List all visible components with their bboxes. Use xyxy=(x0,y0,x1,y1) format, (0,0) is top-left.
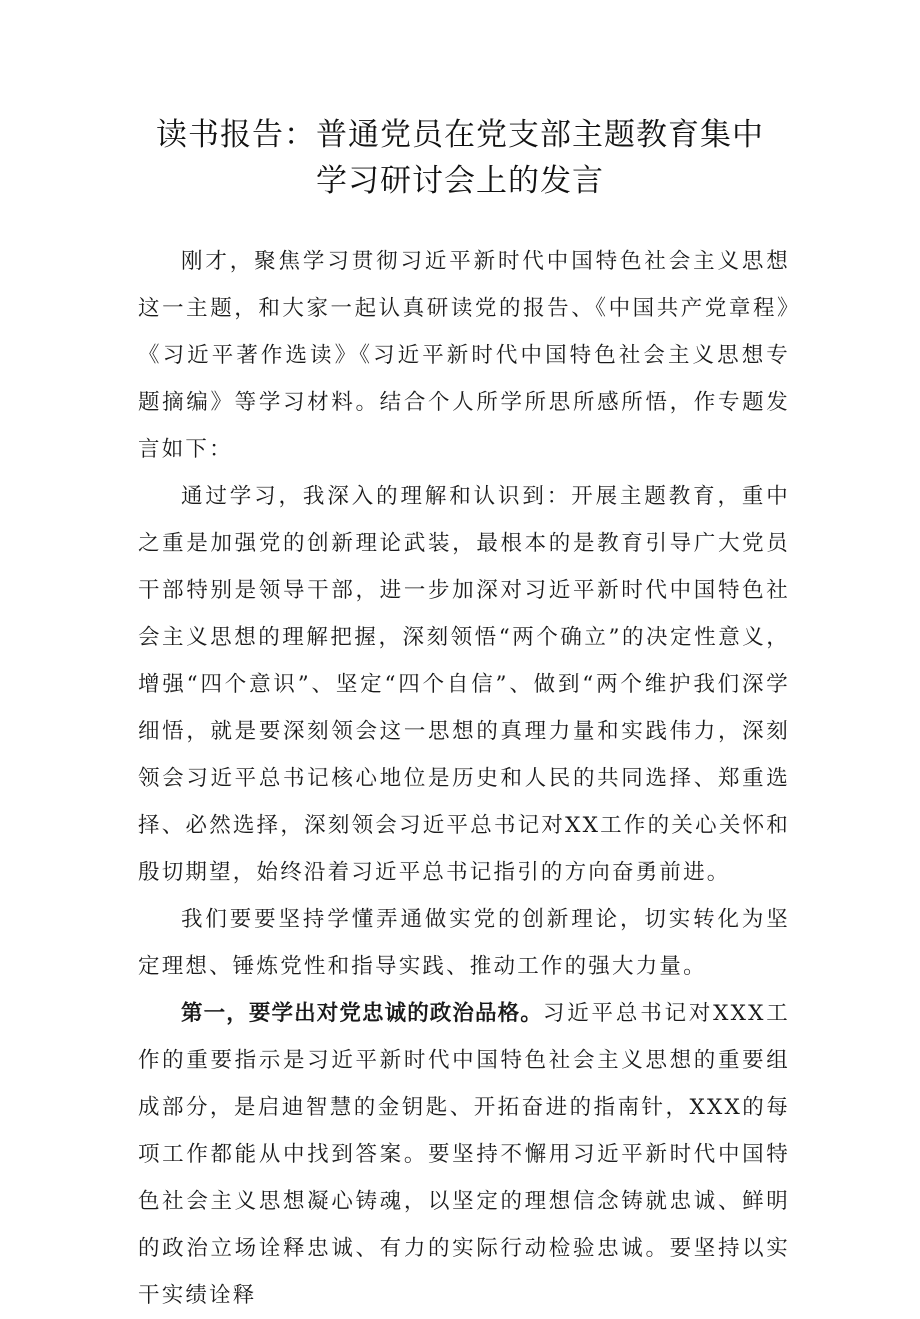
title-line-2: 学习研讨会上的发言 xyxy=(316,163,604,199)
paragraph-text: 我们要要坚持学懂弄通做实党的创新理论，切实转化为坚定理想、锤炼党性和指导实践、推动工作的强大力量。 xyxy=(138,907,790,979)
paragraph-text: 习近平总书记对XXX工作的重要指示是习近平新时代中国特色社会主义思想的重要组成部分，是启迪智慧的金钥匙、开拓奋进的指南针，XXX的每项工作都能从中找到答案。要坚持不懈用习近平新时代中国特色社会主义思想凝心铸魂，以坚定的理想信念铸就忠诚、鲜明的政治立场诠释忠诚、有力的实际行动检验忠诚。要坚持以实干实绩诠释 xyxy=(138,1001,790,1308)
document-body xyxy=(138,238,790,1319)
title-line-1: 读书报告：普通党员在党支部主题教育集中 xyxy=(156,117,764,153)
paragraph-first-point xyxy=(138,990,790,1319)
paragraph-intro xyxy=(138,238,790,473)
paragraph-text: 通过学习，我深入的理解和认识到：开展主题教育，重中之重是加强党的创新理论武装，最根本的是教育引导广大党员干部特别是领导干部，进一步加深对习近平新时代中国特色社会主义思想的理解把握，深刻领悟“两个确立”的决定性意义，增强“四个意识”、坚定“四个自信”、做到“两个维护我们深学细悟，就是要深刻领会这一思想的真理力量和实践伟力，深刻领会习近平总书记核心地位是历史和人民的共同选择、郑重选择、必然选择，深刻领会习近平总书记对XX工作的关心关怀和殷切期望，始终沿着习近平总书记指引的方向奋勇前进。 xyxy=(138,484,790,885)
paragraph-lead-heading: 第一，要学出对党忠诚的政治品格。 xyxy=(181,1001,543,1026)
paragraph-text: 刚才，聚焦学习贯彻习近平新时代中国特色社会主义思想这一主题，和大家一起认真研读党的报告、《中国共产党章程》《习近平著作选读》《习近平新时代中国特色社会主义思想专题摘编》等学习材料。结合个人所学所思所感所悟，作专题发言如下： xyxy=(138,249,790,462)
paragraph-commitment xyxy=(138,896,790,990)
paragraph-understanding xyxy=(138,473,790,896)
document-title xyxy=(120,112,800,204)
